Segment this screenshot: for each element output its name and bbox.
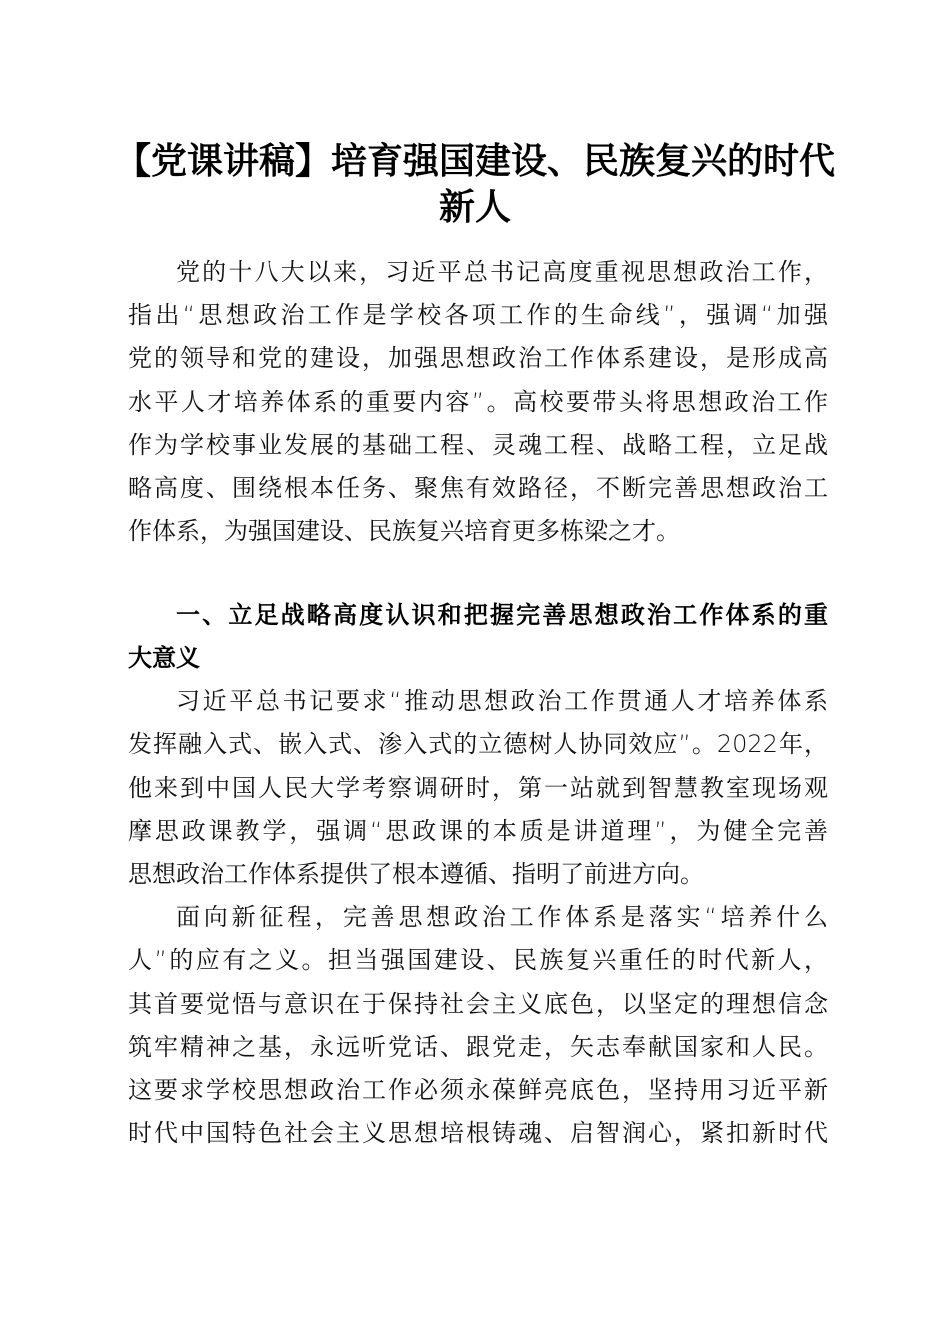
text-line: 思想政治工作体系提供了根本遵循、指明了前进方向。	[128, 860, 704, 888]
text-line: 他来到中国人民大学考察调研时，第一站就到智慧教室现场观	[128, 774, 828, 802]
text-line: 时代中国特色社会主义思想培根铸魂、启智润心，紧扣新时代	[128, 1119, 828, 1147]
text-line: 其首要觉悟与意识在于保持社会主义底色，以坚定的理想信念	[128, 990, 828, 1018]
text-line: 略高度、围绕根本任务、聚焦有效路径，不断完善思想政治工	[128, 474, 828, 502]
text-line: 这要求学校思想政治工作必须永葆鲜亮底色，坚持用习近平新	[128, 1076, 828, 1104]
title-line-2: 新人	[438, 186, 511, 228]
heading-line: 大意义	[128, 644, 200, 672]
text-line: 党的十八大以来，习近平总书记高度重视思想政治工作，	[176, 258, 828, 286]
text-line: 摩思政课教学，强调“思政课的本质是讲道理”，为健全完善	[128, 817, 828, 845]
text-line: 人”的应有之义。担当强国建设、民族复兴重任的时代新人，	[128, 946, 828, 974]
text-line: 指出“思想政治工作是学校各项工作的生命线”，强调“加强	[128, 301, 828, 329]
text-line: 筑牢精神之基，永远听党话、跟党走，矢志奉献国家和人民。	[128, 1033, 828, 1061]
text-line: 面向新征程，完善思想政治工作体系是落实“培养什么	[176, 903, 828, 931]
text-line: 发挥融入式、嵌入式、渗入式的立德树人协同效应”。2022年，	[128, 730, 828, 758]
text-line: 党的领导和党的建设，加强思想政治工作体系建设，是形成高	[128, 344, 828, 372]
heading-line: 一、立足战略高度认识和把握完善思想政治工作体系的重	[176, 601, 828, 629]
document-title	[100, 138, 850, 230]
text-line: 作为学校事业发展的基础工程、灵魂工程、战略工程，立足战	[128, 431, 828, 459]
title-line-1: 【党课讲稿】培育强国建设、民族复兴的时代	[114, 140, 835, 182]
text-line: 作体系，为强国建设、民族复兴培育更多栋梁之才。	[128, 517, 680, 545]
text-line: 习近平总书记要求“推动思想政治工作贯通人才培养体系	[176, 687, 828, 715]
text-line: 水平人才培养体系的重要内容”。高校要带头将思想政治工作	[128, 388, 828, 416]
